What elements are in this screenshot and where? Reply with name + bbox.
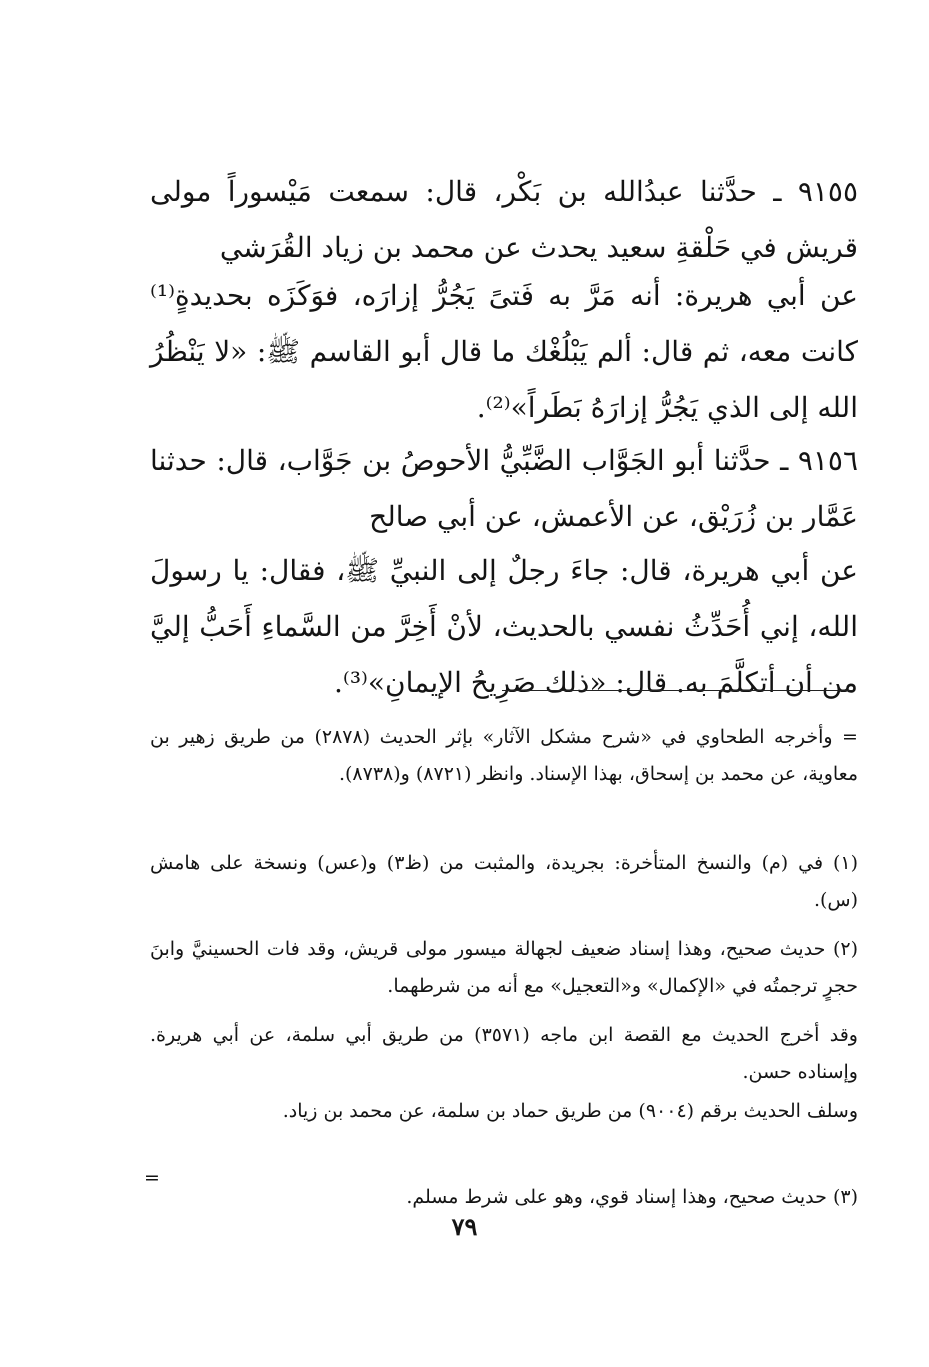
footnote-2: (٢) حديث صحيح، وهذا إسناد ضعيف لجهالة ميسور مولى قريش، وقد فات الحسينيَّ وابنَ حجرٍ ترجمتُه في «الإكمال» و«التعجيل» مع أنه من شرطهما. [150, 938, 858, 997]
footnote-1: (١) في (م) والنسخ المتأخرة: بجريدة، والمثبت من (ظ٣) و(عس) ونسخة على هامش (س). [150, 852, 859, 911]
hadith-9156-isnad: ٩١٥٦ ـ حدَّثنا أبو الجَوَّاب الضَّبِّيُّ الأحوصُ بن جَوَّاب، قال: حدثنا عَمَّار بن زُرَيْق، عن الأعمش، عن أبي صالح [150, 444, 858, 533]
continuation-marker: = [144, 1167, 160, 1189]
footnote-divider [502, 690, 852, 691]
hadith-9155-isnad: ٩١٥٥ ـ حدَّثنا عبدُالله بن بَكْر، قال: سمعت مَيْسوراً مولى قريش في حَلْقةِ سعيد يحدث عن محمد بن زياد القُرَشي [150, 175, 858, 264]
footnote-2-continued: وقد أخرج الحديث مع القصة ابن ماجه (٣٥٧١) من طريق أبي سلمة، عن أبي هريرة. وإسناده حسن. [150, 1024, 858, 1083]
footnote-3: (٣) حديث صحيح، وهذا إسناد قوي، وهو على شرط مسلم. [406, 1186, 858, 1208]
hadith-9156-matn: عن أبي هريرة، قال: جاءَ رجلٌ إلى النبيِّ ﷺ، فقال: يا رسولَ الله، إني أُحَدِّثُ نفسي بالحديث، لأنْ أَخِرَّ من السَّماءِ أَحَبُّ إليَّ من أن أتكلَّمَ به. قال: «ذلك صَرِيحُ الإيمانِ»⁽³⁾. [150, 554, 858, 699]
hadith-9155-matn: عن أبي هريرة: أنه مَرَّ به فَتىً يَجُرُّ إزارَه، فوَكَزَه بحديدةٍ⁽¹⁾ كانت معه، ثم قال: ألم يَبْلُغْك ما قال أبو القاسم ﷺ: «لا يَنْظُرُ الله إلى الذي يَجُرُّ إزارَهُ بَطَراً»⁽²⁾. [150, 279, 858, 424]
page-number: ٧٩ [451, 1212, 478, 1241]
footnote-2-continued-2: وسلف الحديث برقم (٩٠٠٤) من طريق حماد بن سلمة، عن محمد بن زياد. [282, 1100, 858, 1122]
footnote-continued: = وأخرجه الطحاوي في «شرح مشكل الآثار» بإثر الحديث (٢٨٧٨) من طريق زهير بن معاوية، عن محمد بن إسحاق، بهذا الإسناد. وانظر (٨٧٢١) و(٨٧٣٨). [150, 726, 858, 785]
